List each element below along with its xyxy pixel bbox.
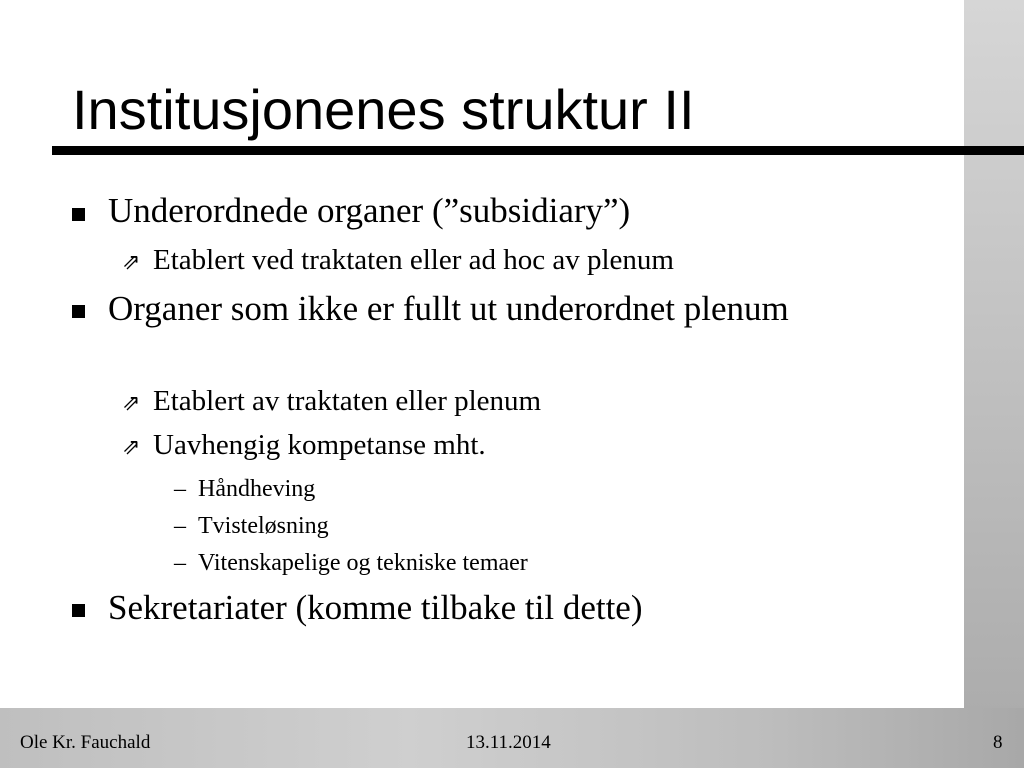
bullet-level1: Underordnede organer (”subsidiary”) xyxy=(108,191,631,230)
bullet-level3: Håndheving xyxy=(198,476,316,502)
arrow-bullet-icon: ⇗ xyxy=(122,250,141,275)
arrow-bullet-icon: ⇗ xyxy=(122,391,141,416)
footer-author: Ole Kr. Fauchald xyxy=(20,732,151,753)
right-decorative-band xyxy=(964,0,1024,768)
bullet-level1: Sekretariater (komme tilbake til dette) xyxy=(108,588,643,627)
square-bullet-icon xyxy=(72,208,85,221)
dash-bullet-icon: – xyxy=(174,513,186,539)
bullet-level2: Etablert ved traktaten eller ad hoc av plenum xyxy=(153,244,674,276)
square-bullet-icon xyxy=(72,305,85,318)
square-bullet-icon xyxy=(72,604,85,617)
footer-date: 13.11.2014 xyxy=(466,732,551,753)
bullet-level2: Uavhengig kompetanse mht. xyxy=(153,429,486,461)
slide-title: Institusjonenes struktur II xyxy=(72,78,695,141)
dash-bullet-icon: – xyxy=(174,550,186,576)
arrow-bullet-icon: ⇗ xyxy=(122,435,141,460)
bullet-level1: Organer som ikke er fullt ut underordnet plenum xyxy=(108,289,789,328)
dash-bullet-icon: – xyxy=(174,476,186,502)
footer-page-number: 8 xyxy=(993,732,1003,753)
bullet-level3: Tvisteløsning xyxy=(198,513,329,539)
bullet-level2: Etablert av traktaten eller plenum xyxy=(153,385,542,417)
bullet-level3: Vitenskapelige og tekniske temaer xyxy=(198,550,528,576)
